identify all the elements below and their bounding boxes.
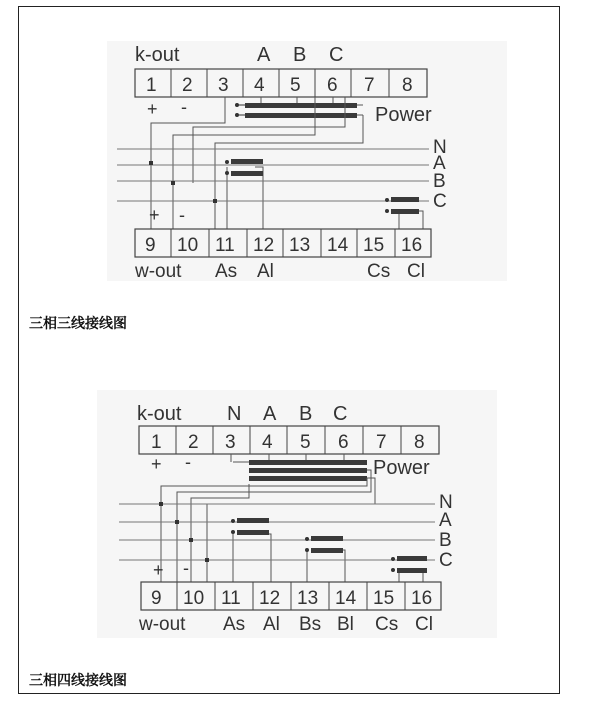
terminal-6: 6 bbox=[327, 75, 338, 96]
terminal-11: 11 bbox=[221, 588, 241, 609]
three-phase-four-wire-panel bbox=[18, 338, 560, 694]
three-phase-three-wire-panel bbox=[18, 6, 560, 340]
line-n-label: N bbox=[439, 492, 453, 513]
three-phase-three-wire-diagram bbox=[19, 7, 559, 307]
terminal-8: 8 bbox=[402, 75, 413, 96]
power-label: Power bbox=[375, 104, 432, 126]
terminal-5: 5 bbox=[300, 432, 311, 453]
terminal-2: 2 bbox=[182, 75, 193, 96]
terminal-9: 9 bbox=[145, 235, 156, 256]
terminal-16: 16 bbox=[411, 588, 433, 609]
terminal-12: 12 bbox=[253, 235, 275, 256]
w-out-label: w-out bbox=[139, 614, 186, 635]
terminal-3-phase-label: N bbox=[227, 403, 242, 425]
terminal-16-label: Cl bbox=[407, 261, 425, 282]
terminal-9: 9 bbox=[151, 588, 162, 609]
terminal-1: 1 bbox=[146, 75, 157, 96]
terminal-12-label: Al bbox=[263, 614, 280, 635]
k-out-label: k-out bbox=[135, 44, 180, 66]
w-out-label: w-out bbox=[135, 261, 182, 282]
diagram-caption: 三相三线接线图 bbox=[29, 316, 127, 332]
terminal-2: 2 bbox=[188, 432, 199, 453]
terminal-13: 13 bbox=[289, 235, 311, 256]
terminal-14: 14 bbox=[327, 235, 349, 256]
terminal-15-label: Cs bbox=[367, 261, 391, 282]
terminal-15: 15 bbox=[373, 588, 395, 609]
terminal-8: 8 bbox=[414, 432, 425, 453]
terminal-13: 13 bbox=[297, 588, 319, 609]
terminal-6-phase-label: C bbox=[329, 44, 344, 66]
terminal-12-label: Al bbox=[257, 261, 274, 282]
terminal-16: 16 bbox=[401, 235, 423, 256]
line-n-label: N bbox=[433, 137, 447, 158]
terminal-4-phase-label: A bbox=[263, 403, 277, 425]
minus-top: - bbox=[185, 452, 191, 472]
three-phase-four-wire-diagram bbox=[19, 338, 559, 658]
terminal-1: 1 bbox=[151, 432, 162, 453]
terminal-10: 10 bbox=[177, 235, 199, 256]
terminal-11: 11 bbox=[215, 235, 235, 256]
terminal-7: 7 bbox=[376, 432, 387, 453]
terminal-10: 10 bbox=[183, 588, 205, 609]
terminal-4: 4 bbox=[254, 75, 265, 96]
terminal-5: 5 bbox=[290, 75, 301, 96]
plus-top: + bbox=[147, 99, 158, 119]
line-a-label: A bbox=[439, 510, 452, 531]
terminal-13-label: Bs bbox=[299, 614, 322, 635]
line-b-label: B bbox=[433, 171, 446, 192]
diagram-caption: 三相四线接线图 bbox=[29, 673, 127, 689]
minus-bottom: - bbox=[183, 558, 189, 578]
line-c-label: C bbox=[433, 191, 447, 212]
terminal-6-phase-label: C bbox=[333, 403, 348, 425]
terminal-15: 15 bbox=[363, 235, 385, 256]
terminal-7: 7 bbox=[364, 75, 375, 96]
terminal-11-label: As bbox=[223, 614, 246, 635]
k-out-label: k-out bbox=[137, 403, 182, 425]
terminal-4: 4 bbox=[262, 432, 273, 453]
terminal-15-label: Cs bbox=[375, 614, 399, 635]
power-label: Power bbox=[373, 457, 430, 479]
terminal-12: 12 bbox=[259, 588, 281, 609]
terminal-3: 3 bbox=[225, 432, 236, 453]
terminal-5-phase-label: B bbox=[293, 44, 307, 66]
plus-bottom: + bbox=[153, 560, 164, 580]
line-c-label: C bbox=[439, 550, 453, 571]
power-coil bbox=[233, 460, 367, 481]
terminal-16-label: Cl bbox=[415, 614, 433, 635]
minus-bottom: - bbox=[179, 205, 185, 225]
line-a-label: A bbox=[433, 153, 446, 174]
terminal-5-phase-label: B bbox=[299, 403, 313, 425]
plus-bottom: + bbox=[149, 205, 160, 225]
line-b-label: B bbox=[439, 530, 452, 551]
terminal-11-label: As bbox=[215, 261, 238, 282]
terminal-14-label: Bl bbox=[337, 614, 354, 635]
minus-top: - bbox=[181, 97, 187, 117]
terminal-4-phase-label: A bbox=[257, 44, 271, 66]
terminal-6: 6 bbox=[338, 432, 349, 453]
terminal-14: 14 bbox=[335, 588, 357, 609]
terminal-3: 3 bbox=[218, 75, 229, 96]
plus-top: + bbox=[151, 454, 162, 474]
